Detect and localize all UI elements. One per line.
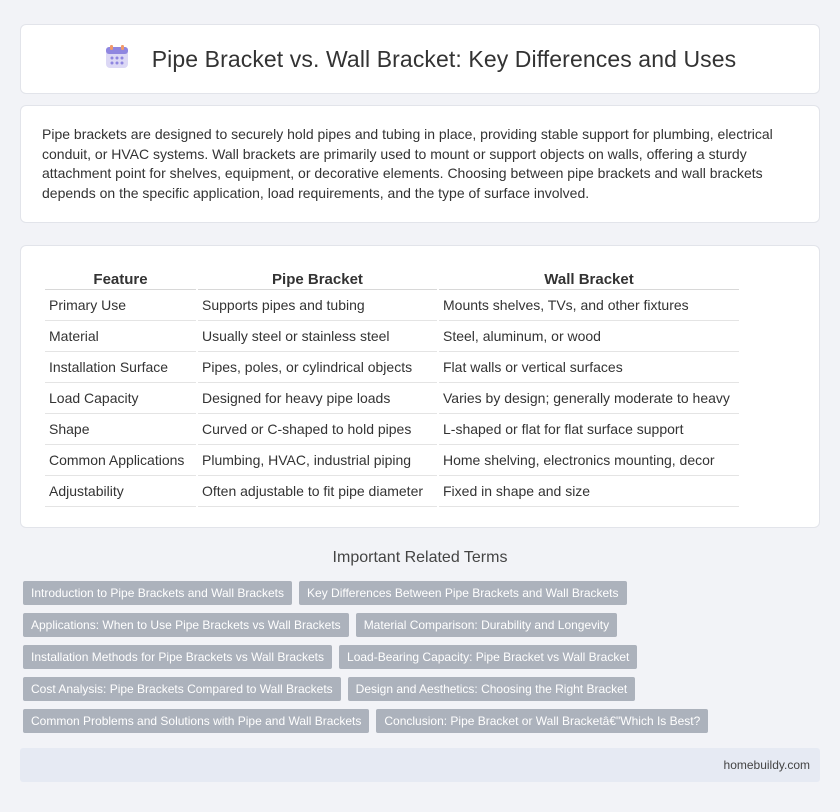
table-cell: Primary Use bbox=[45, 290, 196, 321]
related-tag-link[interactable]: Introduction to Pipe Brackets and Wall Brackets bbox=[23, 581, 292, 605]
calendar-icon bbox=[104, 44, 130, 70]
tag-row bbox=[23, 709, 823, 733]
table-cell: Fixed in shape and size bbox=[439, 476, 739, 507]
table-row bbox=[45, 383, 739, 414]
table-row bbox=[45, 476, 739, 507]
footer-site-link[interactable]: homebuildy.com bbox=[723, 758, 810, 772]
related-tags bbox=[23, 581, 823, 741]
header-pipe-bracket: Pipe Bracket bbox=[198, 266, 437, 290]
table-cell: Flat walls or vertical surfaces bbox=[439, 352, 739, 383]
table-cell: Mounts shelves, TVs, and other fixtures bbox=[439, 290, 739, 321]
intro-paragraph: Pipe brackets are designed to securely hold pipes and tubing in place, providing stable support for plumbing, electrical conduit, or HVAC systems. Wall brackets are primarily used to mount or support objects on walls, offering a sturdy attachment point for shelves, equipment, or decorative elements. Choosing between pipe brackets and wall brackets depends on the specific application, load requirements, and the type of surface involved. bbox=[42, 126, 773, 201]
page-title: Pipe Bracket vs. Wall Bracket: Key Differences and Uses bbox=[151, 45, 737, 72]
related-tag-link[interactable]: Conclusion: Pipe Bracket or Wall Bracketâ€"Which Is Best? bbox=[376, 709, 708, 733]
intro-card bbox=[20, 105, 820, 223]
related-tag-link[interactable]: Common Problems and Solutions with Pipe and Wall Brackets bbox=[23, 709, 369, 733]
table-cell: Adjustability bbox=[45, 476, 196, 507]
table-cell: Often adjustable to fit pipe diameter bbox=[198, 476, 437, 507]
tag-row bbox=[23, 645, 823, 669]
related-tag-link[interactable]: Applications: When to Use Pipe Brackets vs Wall Brackets bbox=[23, 613, 349, 637]
table-cell: Plumbing, HVAC, industrial piping bbox=[198, 445, 437, 476]
table-cell: Common Applications bbox=[45, 445, 196, 476]
table-cell: Usually steel or stainless steel bbox=[198, 321, 437, 352]
related-tag-link[interactable]: Cost Analysis: Pipe Brackets Compared to Wall Brackets bbox=[23, 677, 341, 701]
table-row bbox=[45, 352, 739, 383]
table-cell: Varies by design; generally moderate to heavy bbox=[439, 383, 739, 414]
table-cell: Home shelving, electronics mounting, decor bbox=[439, 445, 739, 476]
comparison-table bbox=[43, 266, 741, 507]
table-row bbox=[45, 445, 739, 476]
header-card bbox=[20, 24, 820, 94]
comparison-card bbox=[20, 245, 820, 528]
table-row bbox=[45, 321, 739, 352]
table-cell: L-shaped or flat for flat surface support bbox=[439, 414, 739, 445]
tag-row bbox=[23, 677, 823, 701]
table-cell: Pipes, poles, or cylindrical objects bbox=[198, 352, 437, 383]
related-tag-link[interactable]: Material Comparison: Durability and Longevity bbox=[356, 613, 617, 637]
related-tag-link[interactable]: Key Differences Between Pipe Brackets and Wall Brackets bbox=[299, 581, 626, 605]
header-wall-bracket: Wall Bracket bbox=[439, 266, 739, 290]
tag-row bbox=[23, 581, 823, 605]
table-cell: Installation Surface bbox=[45, 352, 196, 383]
related-tag-link[interactable]: Design and Aesthetics: Choosing the Right Bracket bbox=[348, 677, 636, 701]
table-cell: Load Capacity bbox=[45, 383, 196, 414]
table-row bbox=[45, 414, 739, 445]
table-cell: Shape bbox=[45, 414, 196, 445]
related-tag-link[interactable]: Installation Methods for Pipe Brackets vs Wall Brackets bbox=[23, 645, 332, 669]
table-header-row bbox=[45, 266, 739, 290]
table-cell: Designed for heavy pipe loads bbox=[198, 383, 437, 414]
table-cell: Supports pipes and tubing bbox=[198, 290, 437, 321]
table-cell: Material bbox=[45, 321, 196, 352]
table-row bbox=[45, 290, 739, 321]
tag-row bbox=[23, 613, 823, 637]
table-cell: Steel, aluminum, or wood bbox=[439, 321, 739, 352]
footer bbox=[20, 748, 820, 782]
header-feature: Feature bbox=[45, 266, 196, 290]
related-terms-heading: Important Related Terms bbox=[332, 549, 508, 566]
table-cell: Curved or C-shaped to hold pipes bbox=[198, 414, 437, 445]
related-tag-link[interactable]: Load-Bearing Capacity: Pipe Bracket vs Wall Bracket bbox=[339, 645, 637, 669]
